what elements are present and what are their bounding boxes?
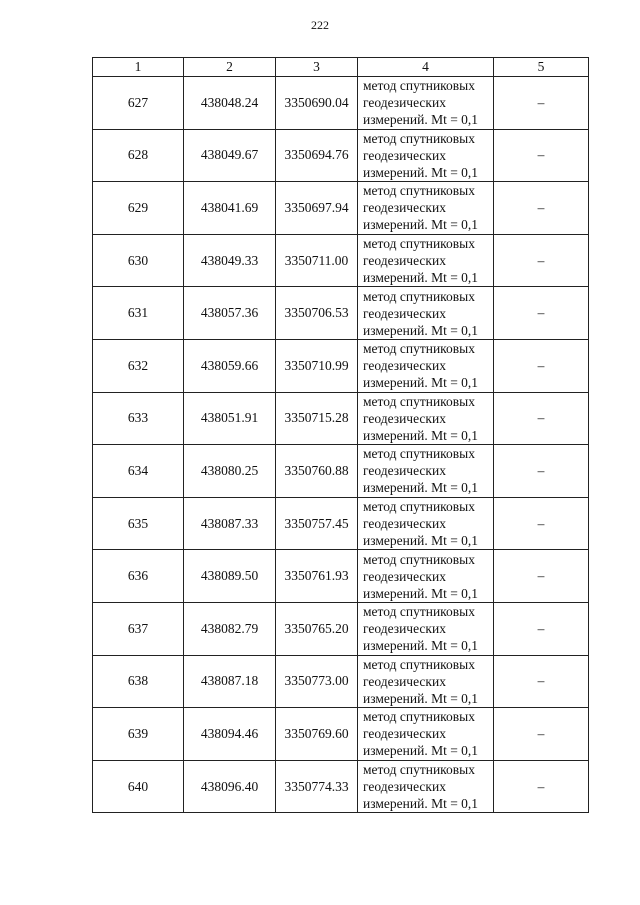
method-cell: метод спутниковых геодезических измерений. Mt = 0,1 [358, 497, 494, 550]
table-row [93, 708, 589, 761]
x-coordinate-cell: 438051.91 [184, 392, 276, 445]
note-cell: – [494, 182, 589, 235]
y-coordinate-cell: 3350774.33 [276, 760, 358, 813]
table-row [93, 392, 589, 445]
method-cell: метод спутниковых геодезических измерений. Mt = 0,1 [358, 655, 494, 708]
table-body [93, 77, 589, 813]
page-number: 222 [311, 18, 329, 32]
coordinates-table [92, 57, 589, 813]
method-cell: метод спутниковых геодезических измерений. Mt = 0,1 [358, 129, 494, 182]
method-cell: метод спутниковых геодезических измерений. Mt = 0,1 [358, 287, 494, 340]
note-cell: – [494, 129, 589, 182]
x-coordinate-cell: 438048.24 [184, 77, 276, 130]
note-cell: – [494, 234, 589, 287]
method-cell: метод спутниковых геодезических измерений. Mt = 0,1 [358, 392, 494, 445]
point-number-cell: 634 [93, 445, 184, 498]
point-number-cell: 633 [93, 392, 184, 445]
table-row [93, 287, 589, 340]
y-coordinate-cell: 3350773.00 [276, 655, 358, 708]
method-cell: метод спутниковых геодезических измерений. Mt = 0,1 [358, 182, 494, 235]
x-coordinate-cell: 438089.50 [184, 550, 276, 603]
column-header-5: 5 [494, 58, 589, 77]
table-header-row [93, 58, 589, 77]
table-row [93, 550, 589, 603]
x-coordinate-cell: 438096.40 [184, 760, 276, 813]
table-row [93, 77, 589, 130]
point-number-cell: 630 [93, 234, 184, 287]
table-row [93, 655, 589, 708]
point-number-cell: 632 [93, 339, 184, 392]
x-coordinate-cell: 438087.33 [184, 497, 276, 550]
x-coordinate-cell: 438049.67 [184, 129, 276, 182]
point-number-cell: 635 [93, 497, 184, 550]
table-row [93, 182, 589, 235]
method-cell: метод спутниковых геодезических измерений. Mt = 0,1 [358, 602, 494, 655]
note-cell: – [494, 760, 589, 813]
point-number-cell: 636 [93, 550, 184, 603]
point-number-cell: 628 [93, 129, 184, 182]
y-coordinate-cell: 3350711.00 [276, 234, 358, 287]
y-coordinate-cell: 3350765.20 [276, 602, 358, 655]
y-coordinate-cell: 3350760.88 [276, 445, 358, 498]
x-coordinate-cell: 438041.69 [184, 182, 276, 235]
point-number-cell: 640 [93, 760, 184, 813]
table-row [93, 339, 589, 392]
x-coordinate-cell: 438087.18 [184, 655, 276, 708]
note-cell: – [494, 550, 589, 603]
y-coordinate-cell: 3350690.04 [276, 77, 358, 130]
note-cell: – [494, 655, 589, 708]
table-row [93, 234, 589, 287]
table-row [93, 497, 589, 550]
point-number-cell: 629 [93, 182, 184, 235]
table-row [93, 602, 589, 655]
method-cell: метод спутниковых геодезических измерений. Mt = 0,1 [358, 550, 494, 603]
note-cell: – [494, 392, 589, 445]
note-cell: – [494, 287, 589, 340]
point-number-cell: 631 [93, 287, 184, 340]
y-coordinate-cell: 3350694.76 [276, 129, 358, 182]
y-coordinate-cell: 3350697.94 [276, 182, 358, 235]
y-coordinate-cell: 3350769.60 [276, 708, 358, 761]
note-cell: – [494, 708, 589, 761]
column-header-2: 2 [184, 58, 276, 77]
method-cell: метод спутниковых геодезических измерений. Mt = 0,1 [358, 77, 494, 130]
method-cell: метод спутниковых геодезических измерений. Mt = 0,1 [358, 339, 494, 392]
note-cell: – [494, 602, 589, 655]
x-coordinate-cell: 438094.46 [184, 708, 276, 761]
table-row [93, 129, 589, 182]
y-coordinate-cell: 3350710.99 [276, 339, 358, 392]
method-cell: метод спутниковых геодезических измерений. Mt = 0,1 [358, 708, 494, 761]
method-cell: метод спутниковых геодезических измерений. Mt = 0,1 [358, 445, 494, 498]
table-row [93, 760, 589, 813]
column-header-4: 4 [358, 58, 494, 77]
x-coordinate-cell: 438059.66 [184, 339, 276, 392]
x-coordinate-cell: 438057.36 [184, 287, 276, 340]
y-coordinate-cell: 3350757.45 [276, 497, 358, 550]
note-cell: – [494, 445, 589, 498]
point-number-cell: 639 [93, 708, 184, 761]
column-header-1: 1 [93, 58, 184, 77]
x-coordinate-cell: 438080.25 [184, 445, 276, 498]
method-cell: метод спутниковых геодезических измерений. Mt = 0,1 [358, 760, 494, 813]
y-coordinate-cell: 3350715.28 [276, 392, 358, 445]
x-coordinate-cell: 438049.33 [184, 234, 276, 287]
method-cell: метод спутниковых геодезических измерений. Mt = 0,1 [358, 234, 494, 287]
note-cell: – [494, 77, 589, 130]
x-coordinate-cell: 438082.79 [184, 602, 276, 655]
note-cell: – [494, 497, 589, 550]
point-number-cell: 627 [93, 77, 184, 130]
column-header-3: 3 [276, 58, 358, 77]
y-coordinate-cell: 3350706.53 [276, 287, 358, 340]
point-number-cell: 637 [93, 602, 184, 655]
y-coordinate-cell: 3350761.93 [276, 550, 358, 603]
table-row [93, 445, 589, 498]
point-number-cell: 638 [93, 655, 184, 708]
note-cell: – [494, 339, 589, 392]
